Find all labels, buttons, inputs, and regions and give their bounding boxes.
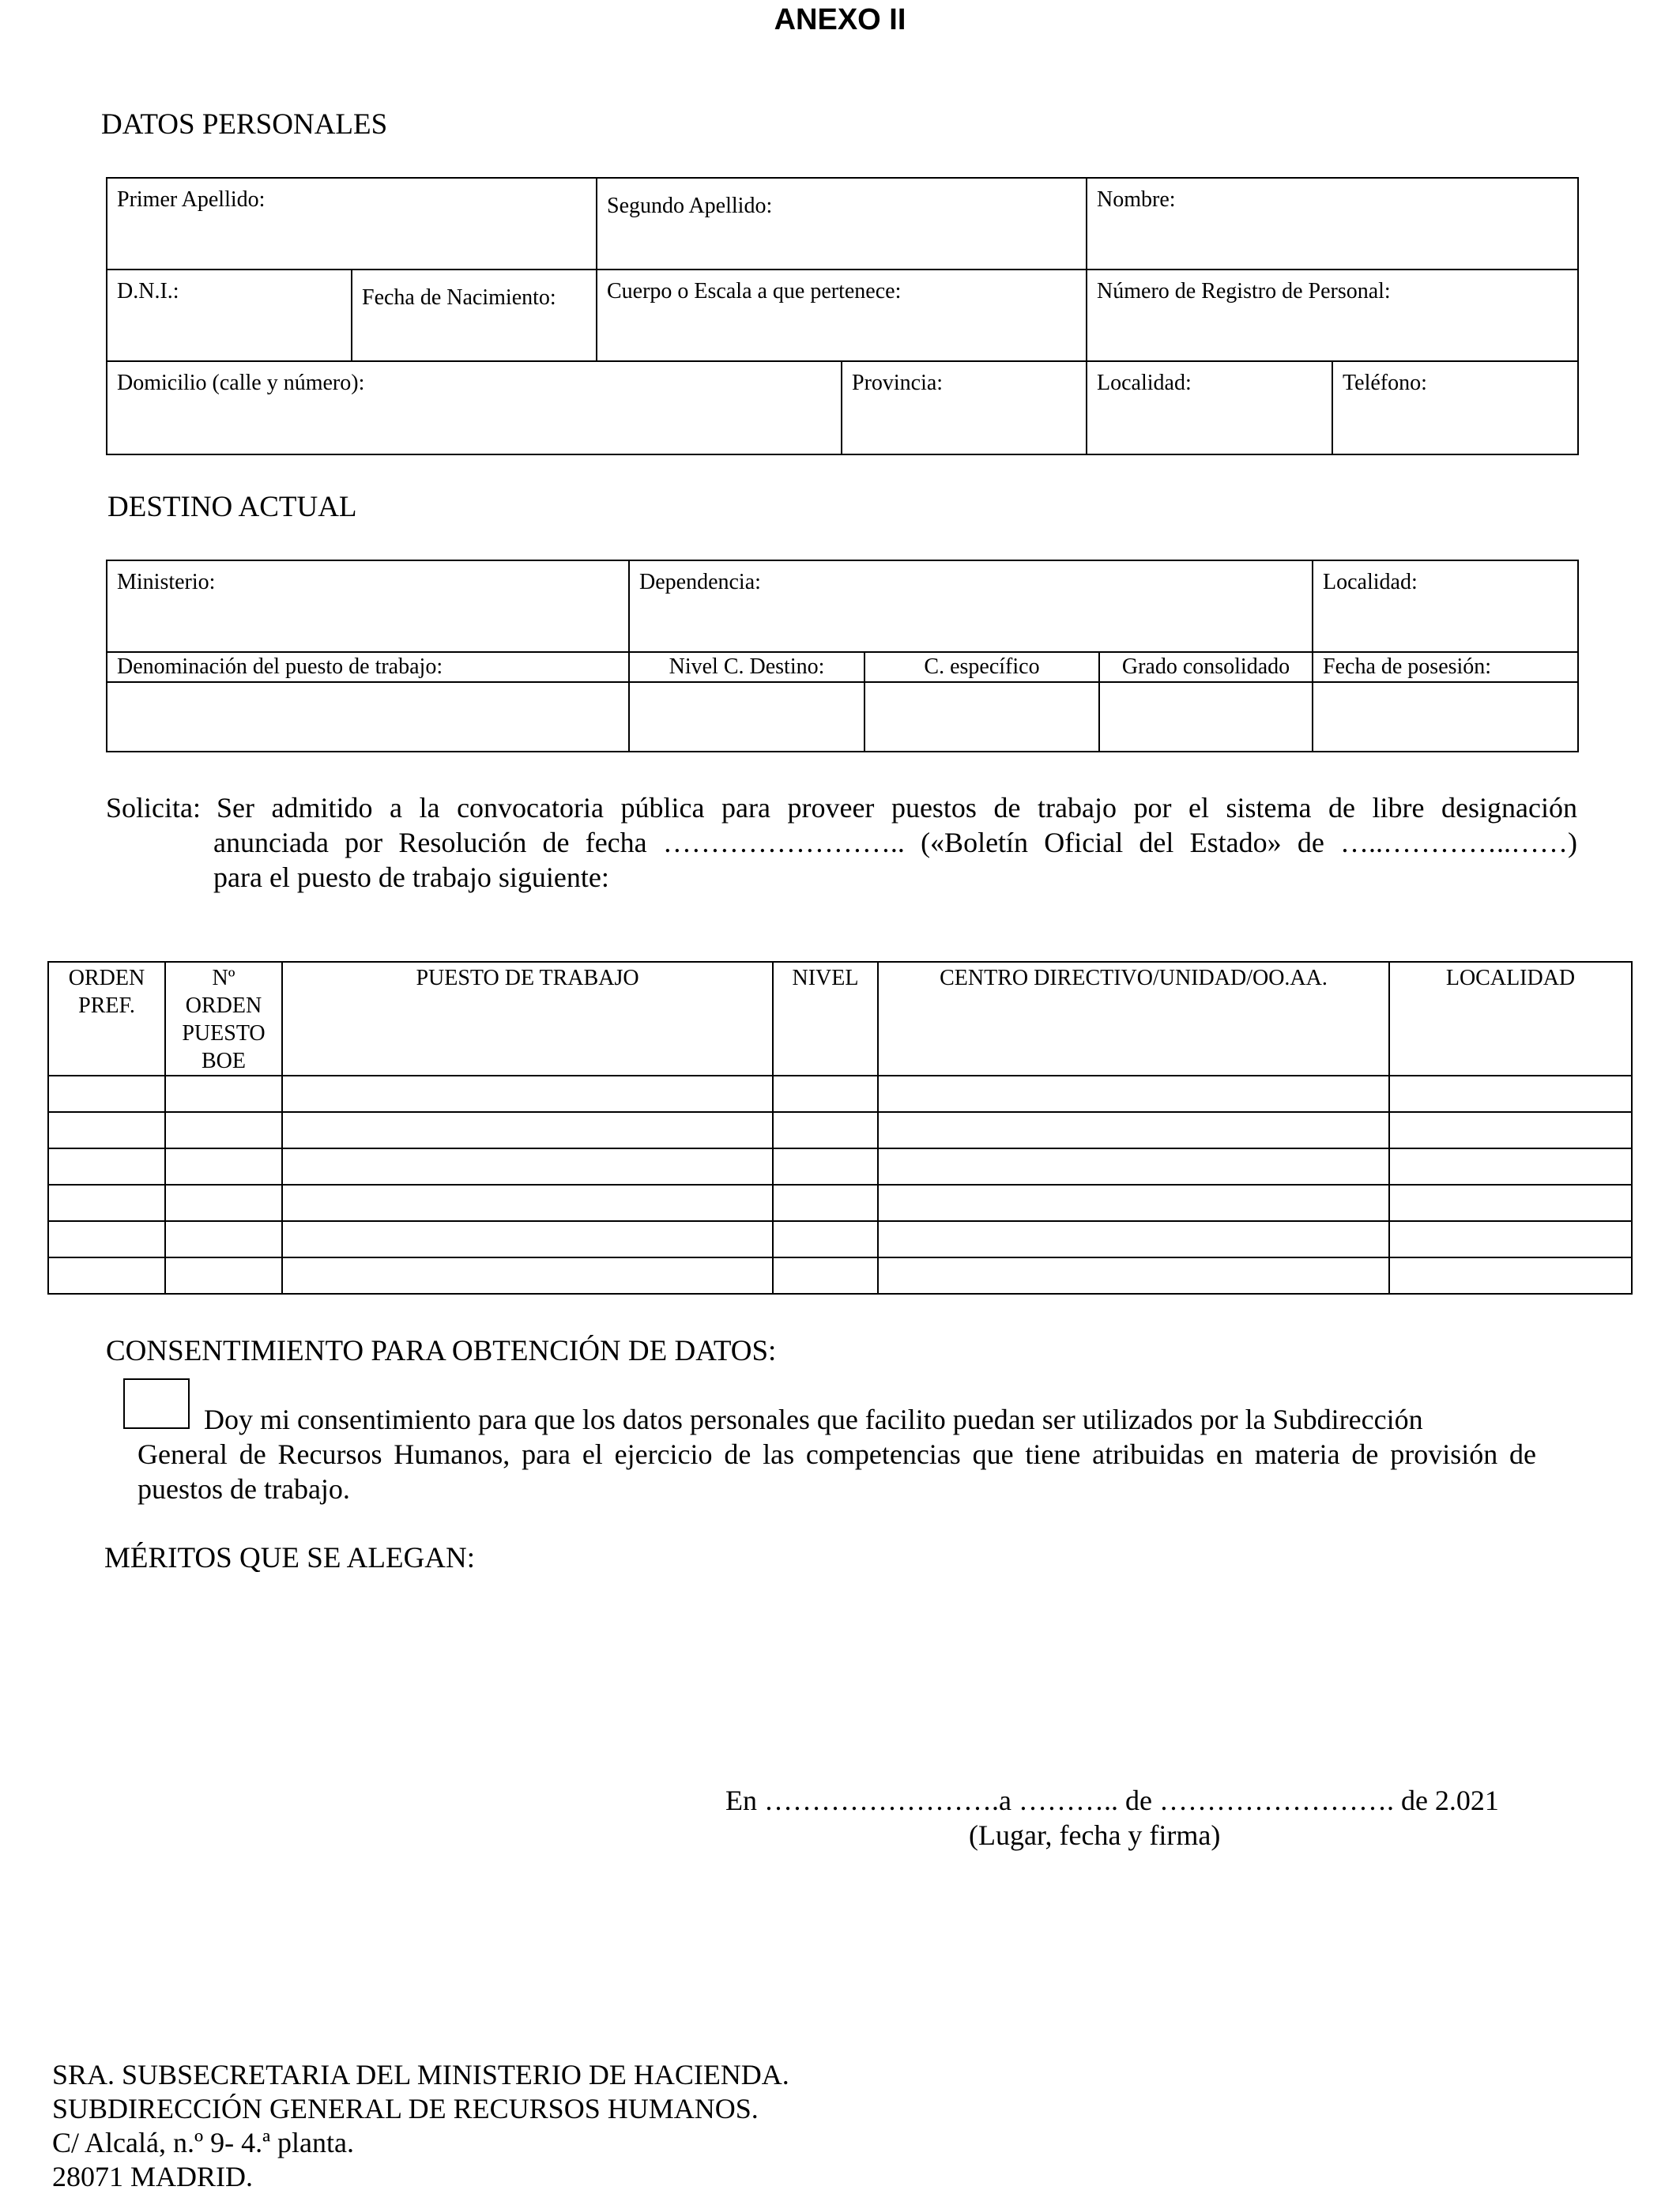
col-centro-directivo: CENTRO DIRECTIVO/UNIDAD/OO.AA. [878, 962, 1389, 1076]
solicita-label: Solicita: [106, 792, 201, 824]
nombre-label: Nombre: [1097, 187, 1176, 212]
segundo-apellido-field[interactable] [597, 178, 1087, 270]
table-row [48, 1257, 1632, 1294]
datos-personales-table [106, 177, 1579, 362]
denominacion-header [107, 652, 629, 682]
cell-puesto[interactable] [282, 1112, 773, 1148]
cell-nivel[interactable] [773, 1185, 878, 1221]
cell-localidad[interactable] [1389, 1221, 1632, 1257]
c-especifico-label: C. específico [924, 654, 1040, 679]
consent-line-3: puestos de trabajo. [137, 1473, 350, 1505]
puestos-table [47, 961, 1633, 1295]
fecha-posesion-label: Fecha de posesión: [1323, 654, 1492, 679]
cell-n-orden[interactable] [165, 1148, 282, 1185]
page-title: ANEXO II [774, 3, 906, 36]
direccion-line-4: 28071 MADRID. [52, 2161, 254, 2192]
primer-apellido-field[interactable] [107, 178, 597, 270]
cell-n-orden[interactable] [165, 1257, 282, 1294]
firma-caption: (Lugar, fecha y firma) [969, 1819, 1221, 1851]
meritos-area[interactable] [104, 1581, 1577, 1762]
cell-orden-pref[interactable] [48, 1221, 165, 1257]
domicilio-table [106, 360, 1579, 455]
cell-n-orden[interactable] [165, 1076, 282, 1112]
consent-checkbox[interactable] [123, 1378, 190, 1429]
cell-nivel[interactable] [773, 1221, 878, 1257]
cell-centro[interactable] [878, 1112, 1389, 1148]
cell-n-orden[interactable] [165, 1112, 282, 1148]
col-nivel: NIVEL [773, 962, 878, 1076]
primer-apellido-label: Primer Apellido: [117, 187, 266, 212]
cuerpo-escala-label: Cuerpo o Escala a que pertenece: [607, 279, 902, 303]
cell-orden-pref[interactable] [48, 1112, 165, 1148]
cell-nivel[interactable] [773, 1257, 878, 1294]
cell-centro[interactable] [878, 1185, 1389, 1221]
cell-n-orden[interactable] [165, 1221, 282, 1257]
puestos-header-row [48, 962, 1632, 1076]
table-row [48, 1076, 1632, 1112]
registro-personal-field[interactable] [1087, 270, 1578, 361]
fecha-nacimiento-field[interactable] [352, 270, 597, 361]
denominacion-label: Denominación del puesto de trabajo: [117, 654, 443, 679]
cell-centro[interactable] [878, 1221, 1389, 1257]
direccion-line-1: SRA. SUBSECRETARIA DEL MINISTERIO DE HACIENDA. [52, 2059, 789, 2090]
telefono-label: Teléfono: [1343, 371, 1427, 395]
cell-puesto[interactable] [282, 1076, 773, 1112]
cell-orden-pref[interactable] [48, 1148, 165, 1185]
domicilio-field[interactable] [107, 361, 842, 454]
solicita-line-2: anunciada por Resolución de fecha …………………….. («Boletín Oficial del Estado» de …..…………..……) [213, 827, 1577, 858]
provincia-label: Provincia: [852, 371, 944, 395]
grado-header [1099, 652, 1313, 682]
destino-actual-heading: DESTINO ACTUAL [107, 491, 357, 523]
cell-nivel[interactable] [773, 1076, 878, 1112]
cell-centro[interactable] [878, 1148, 1389, 1185]
cell-nivel[interactable] [773, 1112, 878, 1148]
dni-field[interactable] [107, 270, 352, 361]
meritos-heading: MÉRITOS QUE SE ALEGAN: [104, 1542, 476, 1574]
destino-actual-table [106, 560, 1579, 752]
table-row [48, 1185, 1632, 1221]
cell-localidad[interactable] [1389, 1076, 1632, 1112]
consent-line-1: Doy mi consentimiento para que los datos personales que facilito puedan ser utilizados por la Subdirección [204, 1404, 1423, 1435]
c-especifico-header [864, 652, 1099, 682]
segundo-apellido-label: Segundo Apellido: [607, 194, 773, 218]
grado-label: Grado consolidado [1121, 654, 1290, 679]
nivel-destino-input[interactable] [629, 682, 864, 752]
registro-personal-label: Número de Registro de Personal: [1097, 279, 1391, 303]
cell-puesto[interactable] [282, 1221, 773, 1257]
col-localidad: LOCALIDAD [1389, 962, 1632, 1076]
direccion-line-2: SUBDIRECCIÓN GENERAL DE RECURSOS HUMANOS. [52, 2093, 759, 2124]
cell-puesto[interactable] [282, 1185, 773, 1221]
cell-n-orden[interactable] [165, 1185, 282, 1221]
localidad-destino-field[interactable] [1313, 560, 1578, 652]
col-puesto-trabajo: PUESTO DE TRABAJO [282, 962, 773, 1076]
ministerio-field[interactable] [107, 560, 629, 652]
telefono-field[interactable] [1332, 361, 1578, 454]
localidad-field[interactable] [1087, 361, 1332, 454]
firma-line: En …………………….a ……….. de ……………………. de 2.021 [725, 1785, 1499, 1816]
consentimiento-heading: CONSENTIMIENTO PARA OBTENCIÓN DE DATOS: [106, 1335, 777, 1367]
cell-orden-pref[interactable] [48, 1076, 165, 1112]
grado-input[interactable] [1099, 682, 1313, 752]
localidad-label: Localidad: [1097, 371, 1192, 395]
cell-orden-pref[interactable] [48, 1257, 165, 1294]
cell-centro[interactable] [878, 1076, 1389, 1112]
cell-localidad[interactable] [1389, 1112, 1632, 1148]
cell-localidad[interactable] [1389, 1257, 1632, 1294]
cell-puesto[interactable] [282, 1257, 773, 1294]
domicilio-label: Domicilio (calle y número): [117, 371, 365, 395]
solicita-line-3: para el puesto de trabajo siguiente: [213, 861, 609, 893]
table-row [48, 1221, 1632, 1257]
datos-personales-heading: DATOS PERSONALES [101, 108, 388, 141]
nombre-field[interactable] [1087, 178, 1578, 270]
consent-line-2: General de Recursos Humanos, para el ejercicio de las competencias que tiene atribuidas en materia de provisión de [137, 1438, 1536, 1470]
fecha-nacimiento-label: Fecha de Nacimiento: [362, 285, 556, 310]
dni-label: D.N.I.: [117, 279, 179, 303]
cell-localidad[interactable] [1389, 1185, 1632, 1221]
provincia-field[interactable] [842, 361, 1087, 454]
cell-puesto[interactable] [282, 1148, 773, 1185]
cell-localidad[interactable] [1389, 1148, 1632, 1185]
fecha-posesion-input[interactable] [1313, 682, 1578, 752]
col-n-orden-puesto-boe: Nº ORDEN PUESTO BOE [165, 962, 282, 1076]
cell-orden-pref[interactable] [48, 1185, 165, 1221]
direccion-line-3: C/ Alcalá, n.º 9- 4.ª planta. [52, 2127, 355, 2158]
col-orden-pref: ORDEN PREF. [48, 962, 165, 1076]
ministerio-label: Ministerio: [117, 570, 216, 594]
table-row [48, 1148, 1632, 1185]
solicita-line-1: Ser admitido a la convocatoria pública para proveer puestos de trabajo por el sistema de libre designación [217, 792, 1577, 824]
c-especifico-input[interactable] [864, 682, 1099, 752]
cell-centro[interactable] [878, 1257, 1389, 1294]
cuerpo-escala-field[interactable] [597, 270, 1087, 361]
denominacion-input[interactable] [107, 682, 629, 752]
dependencia-label: Dependencia: [639, 570, 761, 594]
table-row [48, 1112, 1632, 1148]
dependencia-field[interactable] [629, 560, 1313, 652]
nivel-destino-label: Nivel C. Destino: [669, 654, 825, 679]
nivel-destino-header [629, 652, 864, 682]
fecha-posesion-header [1313, 652, 1578, 682]
cell-nivel[interactable] [773, 1148, 878, 1185]
localidad-destino-label: Localidad: [1323, 570, 1418, 594]
